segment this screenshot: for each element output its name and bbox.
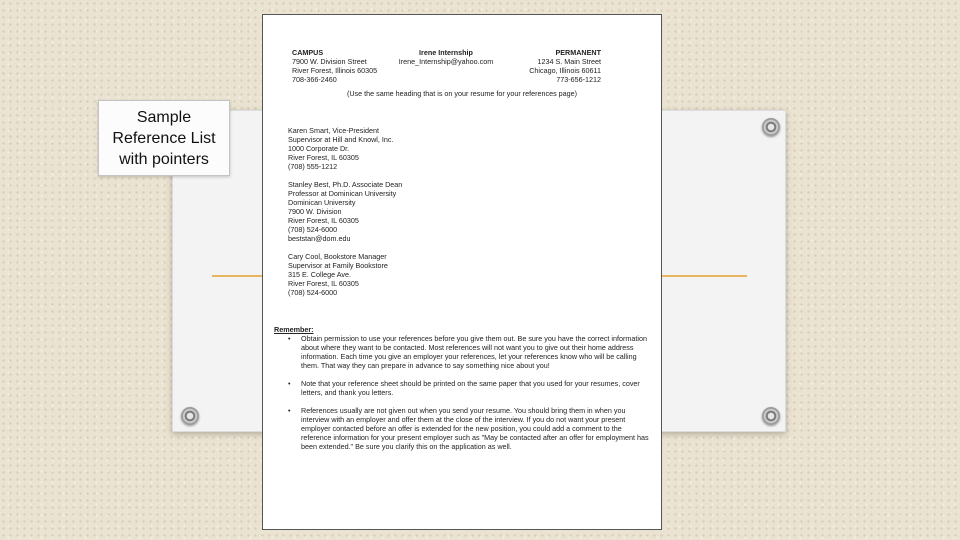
reference-line: Dominican University [288, 198, 356, 207]
reference-line: (708) 524-6000 [288, 225, 338, 234]
slide-title: Sample Reference List with pointers [112, 108, 216, 168]
reference-line: 315 E. College Ave. [288, 270, 352, 279]
reference-line: River Forest, IL 60305 [288, 216, 359, 225]
list-item-text: References usually are not given out when you send your resume. You should bring them in when you interview with an employer and offer them at the close of the interview. If you do not want your present employer contacted before an offer is extended for the new position, you could add a comment to the reference information for your present employer such as "May be contacted after an offer for employment has been extended." Be sure you clarify this on the application as well. [301, 406, 649, 451]
remember-list [274, 334, 649, 460]
list-item [274, 334, 649, 370]
reference-entry [288, 252, 388, 297]
reference-line: Karen Smart, Vice-President [288, 126, 379, 135]
reference-entry [288, 180, 402, 243]
reference-line: (708) 524-6000 [288, 288, 338, 297]
reference-line: Professor at Dominican University [288, 189, 397, 198]
permanent-line: 773-656-1212 [556, 75, 601, 84]
list-item-text: Note that your reference sheet should be printed on the same paper that you used for your resumes, cover letters, and thank you letters. [301, 379, 640, 397]
reference-line: Supervisor at Hill and Knowl, Inc. [288, 135, 394, 144]
reference-line: (708) 555-1212 [288, 162, 338, 171]
reference-line: beststan@dom.edu [288, 234, 351, 243]
applicant-name: Irene Internship [419, 48, 473, 57]
pin-bottom-left-icon [181, 407, 199, 425]
campus-line: 7900 W. Division Street [292, 57, 367, 66]
applicant-email: Irene_Internship@yahoo.com [398, 57, 494, 66]
campus-line: River Forest, Illinois 60305 [292, 66, 378, 75]
permanent-line: 1234 S. Main Street [537, 57, 601, 66]
reference-line: 7900 W. Division [288, 207, 342, 216]
reference-line: River Forest, IL 60305 [288, 153, 359, 162]
reference-line: Supervisor at Family Bookstore [288, 261, 388, 270]
divider-line-right [661, 275, 747, 277]
campus-line: 708-366-2460 [292, 75, 337, 84]
header-permanent [529, 48, 601, 84]
permanent-line: Chicago, Illinois 60611 [529, 66, 601, 75]
reference-line: Stanley Best, Ph.D. Associate Dean [288, 180, 403, 189]
pin-bottom-right-icon [762, 407, 780, 425]
divider-line-left [212, 275, 264, 277]
reference-line: Cary Cool, Bookstore Manager [288, 252, 387, 261]
bullet-icon: • [288, 379, 291, 388]
reference-entry [288, 126, 393, 171]
permanent-title: PERMANENT [555, 48, 601, 57]
pin-top-right-icon [762, 118, 780, 136]
campus-title: CAMPUS [292, 48, 324, 57]
reference-line: River Forest, IL 60305 [288, 279, 359, 288]
header-center [396, 48, 496, 66]
reference-line: 1000 Corporate Dr. [288, 144, 350, 153]
bullet-icon: • [288, 334, 291, 343]
remember-heading: Remember: [274, 325, 314, 334]
list-item [274, 406, 649, 451]
bullet-icon: • [288, 406, 291, 415]
list-item [274, 379, 649, 397]
header-note: (Use the same heading that is on your resume for your references page) [346, 89, 578, 98]
slide-title-box [98, 100, 230, 176]
list-item-text: Obtain permission to use your references before you give them out. Be sure you have the correct information about where they want to be contacted. Most references will not want you to give out their home address information. Each time you give an employer your references, let your references know who will be calling them. That way they can prepare in advance to say something nice about you! [301, 334, 647, 370]
header-campus [292, 48, 377, 84]
reference-document [262, 14, 662, 530]
